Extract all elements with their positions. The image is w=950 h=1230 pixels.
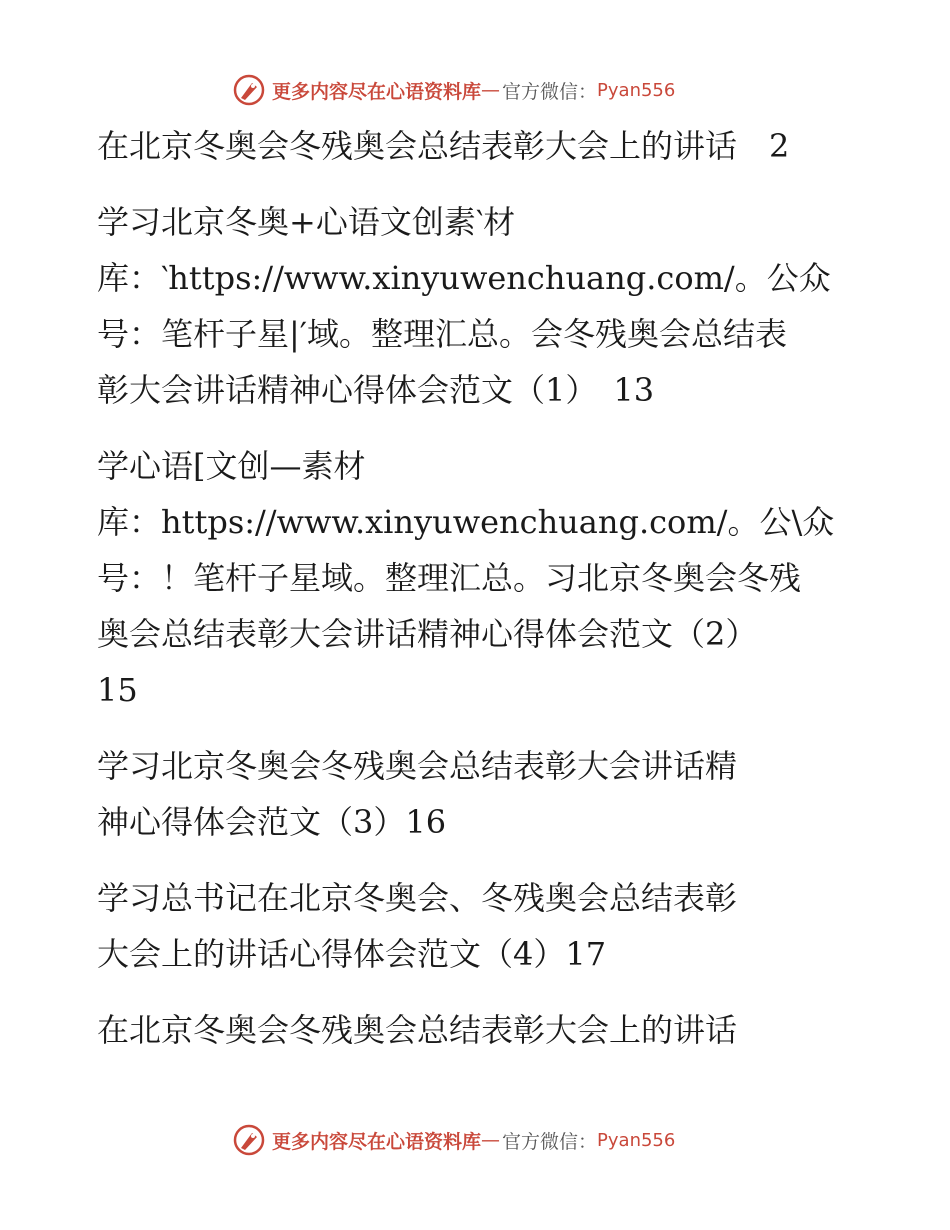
toc-entry (97, 870, 857, 982)
table-of-contents (97, 118, 857, 1078)
banner-brand-text: 更多内容尽在心语资料库 (272, 1130, 482, 1153)
header-banner (232, 72, 675, 108)
toc-line: 奥会总结表彰大会讲话精神心得体会范文（2） (97, 615, 758, 653)
toc-line: 库：‵https://www.xinyuwenchuang.com/。公众 (97, 259, 831, 297)
banner-dash: — (481, 79, 501, 101)
toc-line: 神心得体会范文（3）16 (97, 803, 447, 841)
toc-entry (97, 194, 857, 418)
banner-official-text: 官方微信： (502, 80, 598, 103)
toc-line: 学习北京冬奥会冬残奥会总结表彰大会讲话精 (97, 747, 738, 785)
banner-dash: — (481, 1129, 501, 1151)
toc-entry (97, 118, 857, 174)
heading-line: 在北京冬奥会冬残奥会总结表彰大会上的讲话 (97, 1011, 738, 1049)
footer-banner (232, 1122, 675, 1158)
toc-line: 学心语[文创—素材 (97, 447, 366, 485)
pen-nib-circle-icon (232, 1123, 266, 1157)
banner-wechat-id: Pyan556 (597, 79, 676, 101)
toc-page-number: 15 (97, 671, 138, 709)
section-heading (97, 1002, 857, 1058)
banner-wechat-id: Pyan556 (597, 1129, 676, 1151)
banner-brand-text: 更多内容尽在心语资料库 (272, 80, 482, 103)
toc-line: 大会上的讲话心得体会范文（4）17 (97, 935, 607, 973)
toc-line: 学习总书记在北京冬奥会、冬残奥会总结表彰 (97, 879, 738, 917)
toc-line: 号：笔杆子星|′域。整理汇总。会冬残奥会总结表 (97, 315, 788, 353)
toc-line: 彰大会讲话精神心得体会范文（1） 13 (97, 371, 655, 409)
toc-entry (97, 438, 857, 718)
toc-line: 在北京冬奥会冬残奥会总结表彰大会上的讲话 2 (97, 127, 790, 165)
banner-official-text: 官方微信： (502, 1130, 598, 1153)
toc-line: 库：https://www.xinyuwenchuang.com/。公\众 (97, 503, 835, 541)
toc-line: 学习北京冬奥+心语文创素‵材 (97, 203, 516, 241)
toc-entry (97, 738, 857, 850)
toc-line: 号：！笔杆子星域。整理汇总。习北京冬奥会冬残 (97, 559, 802, 597)
pen-nib-circle-icon (232, 73, 266, 107)
